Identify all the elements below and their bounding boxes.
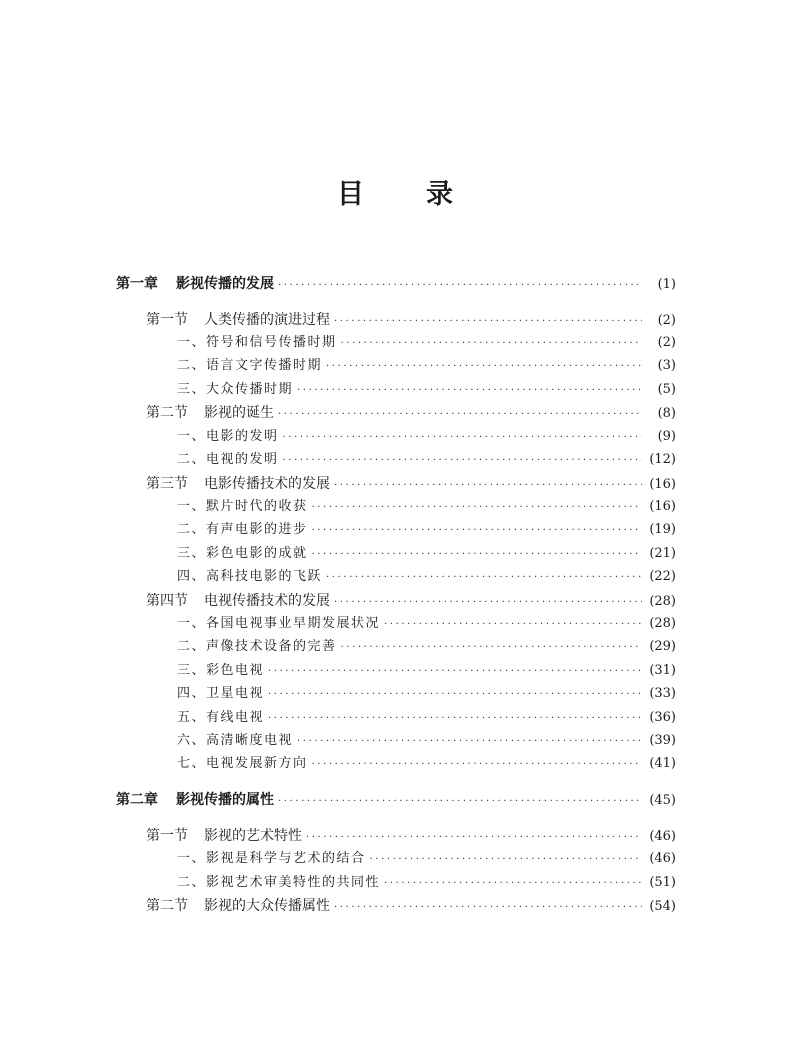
toc-entry-title: 四、卫星电视 bbox=[177, 686, 265, 701]
toc-entry-page: (29) bbox=[649, 639, 676, 654]
dot-leader bbox=[326, 568, 642, 588]
dot-leader bbox=[278, 405, 642, 425]
toc-entry-title: 一、默片时代的收获 bbox=[177, 499, 308, 514]
toc-entry-section[interactable] bbox=[146, 826, 676, 846]
toc-entry-page: (12) bbox=[649, 452, 676, 467]
toc-entry-item[interactable] bbox=[177, 356, 676, 376]
toc-entry-title: 六、高清晰度电视 bbox=[177, 733, 294, 748]
toc-entry-page: (19) bbox=[649, 522, 676, 537]
toc-entry-title: 影视的诞生 bbox=[204, 405, 274, 421]
toc-entry-page: (46) bbox=[649, 851, 676, 866]
toc-entry-item[interactable] bbox=[177, 544, 676, 564]
toc-entry-page: (5) bbox=[657, 382, 676, 397]
toc-entry-item[interactable] bbox=[177, 567, 676, 587]
dot-leader bbox=[283, 451, 642, 471]
toc-entry-page: (45) bbox=[649, 793, 676, 808]
toc-entry-page: (46) bbox=[649, 829, 676, 844]
toc-entry-number: 第三节 bbox=[146, 476, 188, 492]
toc-entry-item[interactable] bbox=[177, 731, 676, 751]
toc-entry-title: 三、彩色电视 bbox=[177, 663, 265, 678]
dot-leader bbox=[278, 276, 642, 296]
toc-entry-item[interactable] bbox=[177, 684, 676, 704]
toc-entry-section[interactable] bbox=[146, 591, 676, 611]
toc-entry-page: (9) bbox=[657, 429, 676, 444]
toc-entry-item[interactable] bbox=[177, 520, 676, 540]
toc-entry-number: 第一节 bbox=[146, 828, 188, 844]
toc-entry-page: (31) bbox=[649, 663, 676, 678]
toc-entry-item[interactable] bbox=[177, 849, 676, 869]
toc-entry-page: (51) bbox=[649, 875, 676, 890]
toc-entry-number: 第二节 bbox=[146, 405, 188, 421]
toc-entry-page: (16) bbox=[649, 477, 676, 492]
toc-entry-title: 三、彩色电影的成就 bbox=[177, 546, 308, 561]
toc-entry-title: 二、语言文字传播时期 bbox=[177, 358, 323, 373]
toc-entry-title: 电视传播技术的发展 bbox=[204, 593, 330, 609]
toc-entry-page: (39) bbox=[649, 733, 676, 748]
toc-entry-item[interactable] bbox=[177, 873, 676, 893]
toc-entry-title: 一、符号和信号传播时期 bbox=[177, 335, 337, 350]
toc-entry-title: 影视传播的发展 bbox=[176, 276, 274, 292]
toc-entry-chapter[interactable] bbox=[116, 274, 676, 294]
toc-entry-item[interactable] bbox=[177, 380, 676, 400]
dot-leader bbox=[334, 312, 642, 332]
dot-leader bbox=[278, 792, 642, 812]
title-char-1: 目 bbox=[337, 179, 364, 210]
dot-leader bbox=[312, 498, 642, 518]
toc-entry-number: 第四节 bbox=[146, 593, 188, 609]
toc-entry-title: 三、大众传播时期 bbox=[177, 382, 294, 397]
toc-entry-chapter[interactable] bbox=[116, 790, 676, 810]
toc-entry-title: 人类传播的演进过程 bbox=[204, 312, 330, 328]
toc-entry-title: 电影传播技术的发展 bbox=[204, 476, 330, 492]
toc-entry-page: (54) bbox=[649, 899, 676, 914]
toc-entry-item[interactable] bbox=[177, 450, 676, 470]
dot-leader bbox=[384, 874, 642, 894]
toc-entry-title: 影视的艺术特性 bbox=[204, 828, 302, 844]
toc-entry-page: (1) bbox=[657, 277, 676, 292]
toc-entry-number: 第一节 bbox=[146, 312, 188, 328]
toc-entry-title: 影视传播的属性 bbox=[176, 792, 274, 808]
toc-entry-title: 五、有线电视 bbox=[177, 710, 265, 725]
dot-leader bbox=[297, 381, 642, 401]
toc-entry-title: 一、电影的发明 bbox=[177, 429, 279, 444]
dot-leader bbox=[268, 662, 642, 682]
toc-entry-section[interactable] bbox=[146, 403, 676, 423]
toc-entry-title: 七、电视发展新方向 bbox=[177, 756, 308, 771]
toc-entry-page: (2) bbox=[657, 313, 676, 328]
toc-entry-page: (3) bbox=[657, 358, 676, 373]
toc-entry-title: 二、声像技术设备的完善 bbox=[177, 639, 337, 654]
dot-leader bbox=[312, 545, 642, 565]
dot-leader bbox=[312, 521, 642, 541]
toc-entry-page: (41) bbox=[649, 756, 676, 771]
toc-entry-item[interactable] bbox=[177, 754, 676, 774]
toc-entry-item[interactable] bbox=[177, 497, 676, 517]
dot-leader bbox=[334, 593, 642, 613]
dot-leader bbox=[384, 615, 642, 635]
toc-entry-title: 四、高科技电影的飞跃 bbox=[177, 569, 323, 584]
toc-entry-item[interactable] bbox=[177, 661, 676, 681]
dot-leader bbox=[283, 428, 642, 448]
toc-entry-number: 第二章 bbox=[116, 792, 158, 808]
toc-entry-item[interactable] bbox=[177, 637, 676, 657]
toc-entry-item[interactable] bbox=[177, 427, 676, 447]
toc-entry-title: 二、影视艺术审美特性的共同性 bbox=[177, 875, 381, 890]
toc-entry-page: (28) bbox=[649, 594, 676, 609]
toc-entry-page: (22) bbox=[649, 569, 676, 584]
toc-entry-page: (2) bbox=[657, 335, 676, 350]
dot-leader bbox=[370, 850, 642, 870]
toc-entry-page: (33) bbox=[649, 686, 676, 701]
toc-entry-item[interactable] bbox=[177, 708, 676, 728]
toc-entry-page: (36) bbox=[649, 710, 676, 725]
dot-leader bbox=[341, 334, 642, 354]
toc-entry-title: 一、各国电视事业早期发展状况 bbox=[177, 616, 381, 631]
toc-entry-section[interactable] bbox=[146, 310, 676, 330]
toc-entry-page: (8) bbox=[657, 406, 676, 421]
dot-leader bbox=[334, 476, 642, 496]
title-char-2: 录 bbox=[426, 179, 453, 210]
dot-leader bbox=[268, 685, 642, 705]
toc-entry-title: 二、有声电影的进步 bbox=[177, 522, 308, 537]
toc-entry-title: 一、影视是科学与艺术的结合 bbox=[177, 851, 366, 866]
toc-entry-section[interactable] bbox=[146, 474, 676, 494]
toc-entry-title: 二、电视的发明 bbox=[177, 452, 279, 467]
dot-leader bbox=[334, 898, 642, 918]
dot-leader bbox=[306, 828, 642, 848]
toc-entry-section[interactable] bbox=[146, 896, 676, 916]
toc-entry-page: (28) bbox=[649, 616, 676, 631]
toc-entry-number: 第二节 bbox=[146, 898, 188, 914]
dot-leader bbox=[326, 357, 642, 377]
toc-entry-item[interactable] bbox=[177, 614, 676, 634]
dot-leader bbox=[268, 709, 642, 729]
dot-leader bbox=[297, 732, 642, 752]
toc-entry-item[interactable] bbox=[177, 333, 676, 353]
toc-entry-title: 影视的大众传播属性 bbox=[204, 898, 330, 914]
toc-entry-number: 第一章 bbox=[116, 276, 158, 292]
dot-leader bbox=[341, 638, 642, 658]
dot-leader bbox=[312, 755, 642, 775]
toc-entry-page: (21) bbox=[649, 546, 676, 561]
toc-entry-page: (16) bbox=[649, 499, 676, 514]
